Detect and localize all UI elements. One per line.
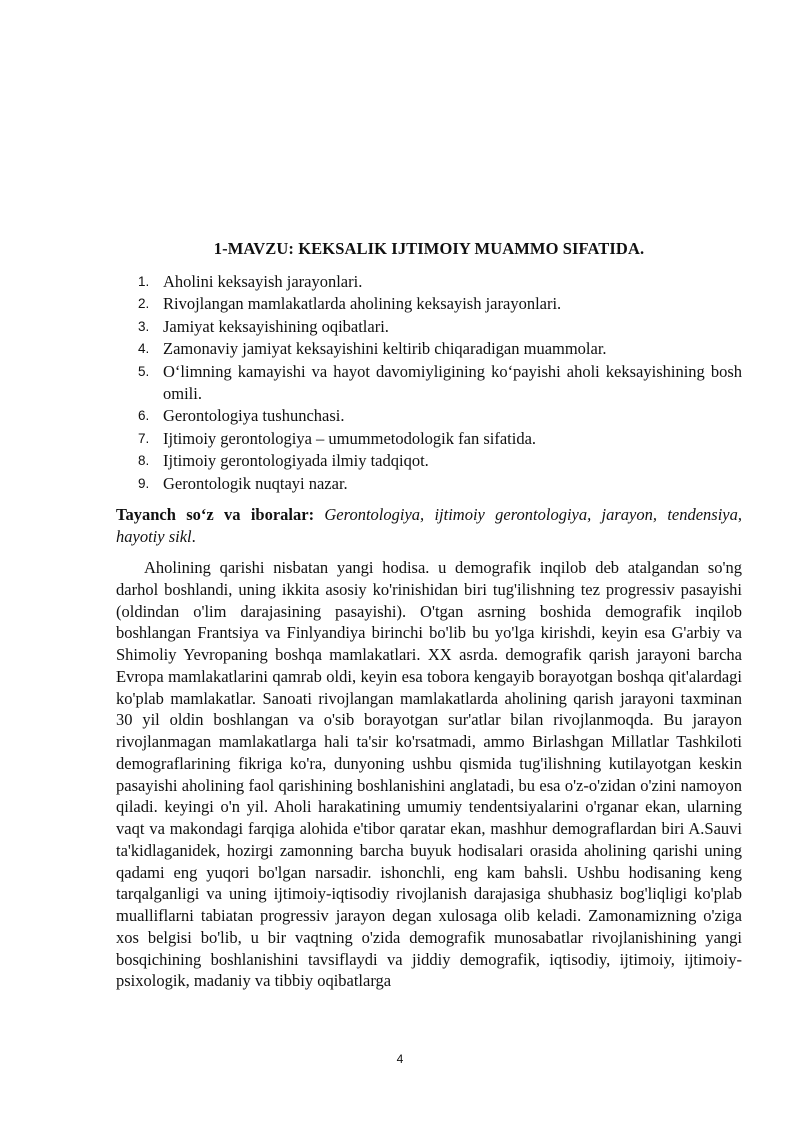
list-item-text: Rivojlangan mamlakatlarda aholining keksayish jarayonlari. — [163, 294, 562, 314]
list-item — [116, 271, 742, 293]
list-item — [116, 428, 742, 450]
list-item — [116, 405, 742, 427]
list-item-text: Gerontologik nuqtayi nazar. — [163, 473, 348, 493]
page-number: 4 — [396, 1052, 404, 1066]
list-item — [116, 338, 742, 360]
list-item-text: Ijtimoiy gerontologiyada ilmiy tadqiqot. — [163, 451, 429, 471]
list-item-text: Aholini keksayish jarayonlari. — [163, 272, 363, 291]
topics-list — [116, 271, 742, 495]
list-item-number: 5. — [138, 363, 150, 379]
list-item — [116, 316, 742, 338]
body-paragraph: Aholining qarishi nisbatan yangi hodisa. u demografik inqilob deb atalgandan so'ng darhol boshlandi, uning ikkita asosiy ko'rinishidan biri tug'ilishning tez progressiv pasayishi (oldindan o'lim darajasining pasayishi). O'tgan asrning boshida demografik inqilob boshlangan Frantsiya va Finlyandiya birinchi bo'lib bu yo'lga kirishdi, keyin esa G'arbiy va Shimoliy Yevropaning boshqa mamlakatlari. XX asrda. demografik qarish jarayoni barcha Evropa mamlakatlarini qamrab oldi, keyin esa tobora kengayib borayotgan boshqa qit'alardagi ko'plab mamlakatlar. Sanoati rivojlangan mamlakatlarda aholining qarish jarayoni taxminan 30 yil oldin boshlangan va o'sib borayotgan sur'atlar bilan rivojlanmoqda. Bu jarayon rivojlanmagan mamlakatlarga hali ta'sir ko'rsatmadi, ammo Birlashgan Millatlar Tashkiloti demograflarining fikriga ko'ra, dunyoning ushbu qismida tug'ilishning kutilayotgan keskin pasayishi aholining faol qarishining boshlanishini anglatadi, bu esa o'z-o'zidan o'zini namoyon qiladi. keyingi o'n yil. Aholi harakatining umumiy tendentsiyalarini o'rganar ekan, ularning vaqt va makondagi farqiga alohida e'tibor qaratar ekan, mashhur demograflardan biri A.Sauvi ta'kidlaganidek, hozirgi zamonning barcha buyuk hodisalari orasida aholining qarishi uning qadami eng yuqori bo'lgan narsadir. ishonchli, eng kam bahsli. Ushbu hodisaning keng tarqalganligi va uning ijtimoiy-iqtisodiy rivojlanish darajasiga shubhasiz bog'liqligi ko'plab mualliflarni tabiatan progressiv jarayon degan xulosaga olib keladi. Zamonamizning o'ziga xos belgisi bo'lib, u bir vaqtning o'zida demografik munosabatlar rivojlanishining yangi bosqichining boshlanishini tavsiflaydi va jiddiy demografik, iqtisodiy, ijtimoiy, ijtimoiy-psixologik, madaniy va tibbiy oqibatlarga — [116, 558, 742, 991]
list-item-text: Gerontologiya tushunchasi. — [163, 406, 345, 426]
list-item-text: O‘limning kamayishi va hayot davomiyligining ko‘payishi aholi keksayishining bosh omili. — [163, 361, 742, 404]
chapter-title: 1-MAVZU: KEKSALIK IJTIMOIY MUAMMO SIFATIDA. — [213, 239, 645, 258]
list-item-number: 7. — [138, 430, 150, 446]
list-item-number: 1. — [138, 274, 150, 289]
list-item-number: 9. — [138, 475, 150, 491]
list-item-number: 2. — [138, 296, 150, 312]
keywords-paragraph — [116, 504, 742, 549]
keywords-label: Tayanch so‘z va iboralar: — [116, 505, 315, 524]
list-item-number: 6. — [138, 408, 150, 424]
list-item-text: Zamonaviy jamiyat keksayishini keltirib chiqaradigan muammolar. — [163, 339, 607, 359]
list-item — [116, 361, 742, 406]
list-item — [116, 293, 742, 315]
list-item — [116, 450, 742, 472]
keywords-end: . — [191, 527, 196, 547]
keywords-text: Gerontologiya, ijtimoiy gerontologiya, jarayon, tendensiya, hayotiy sikl — [116, 505, 742, 547]
list-item-text: Ijtimoiy gerontologiya – umummetodologik fan sifatida. — [163, 428, 537, 448]
list-item-number: 8. — [138, 453, 150, 469]
list-item — [116, 473, 742, 495]
list-item-number: 3. — [138, 318, 150, 334]
list-item-text: Jamiyat keksayishining oqibatlari. — [163, 316, 389, 336]
list-item-number: 4. — [138, 341, 150, 357]
